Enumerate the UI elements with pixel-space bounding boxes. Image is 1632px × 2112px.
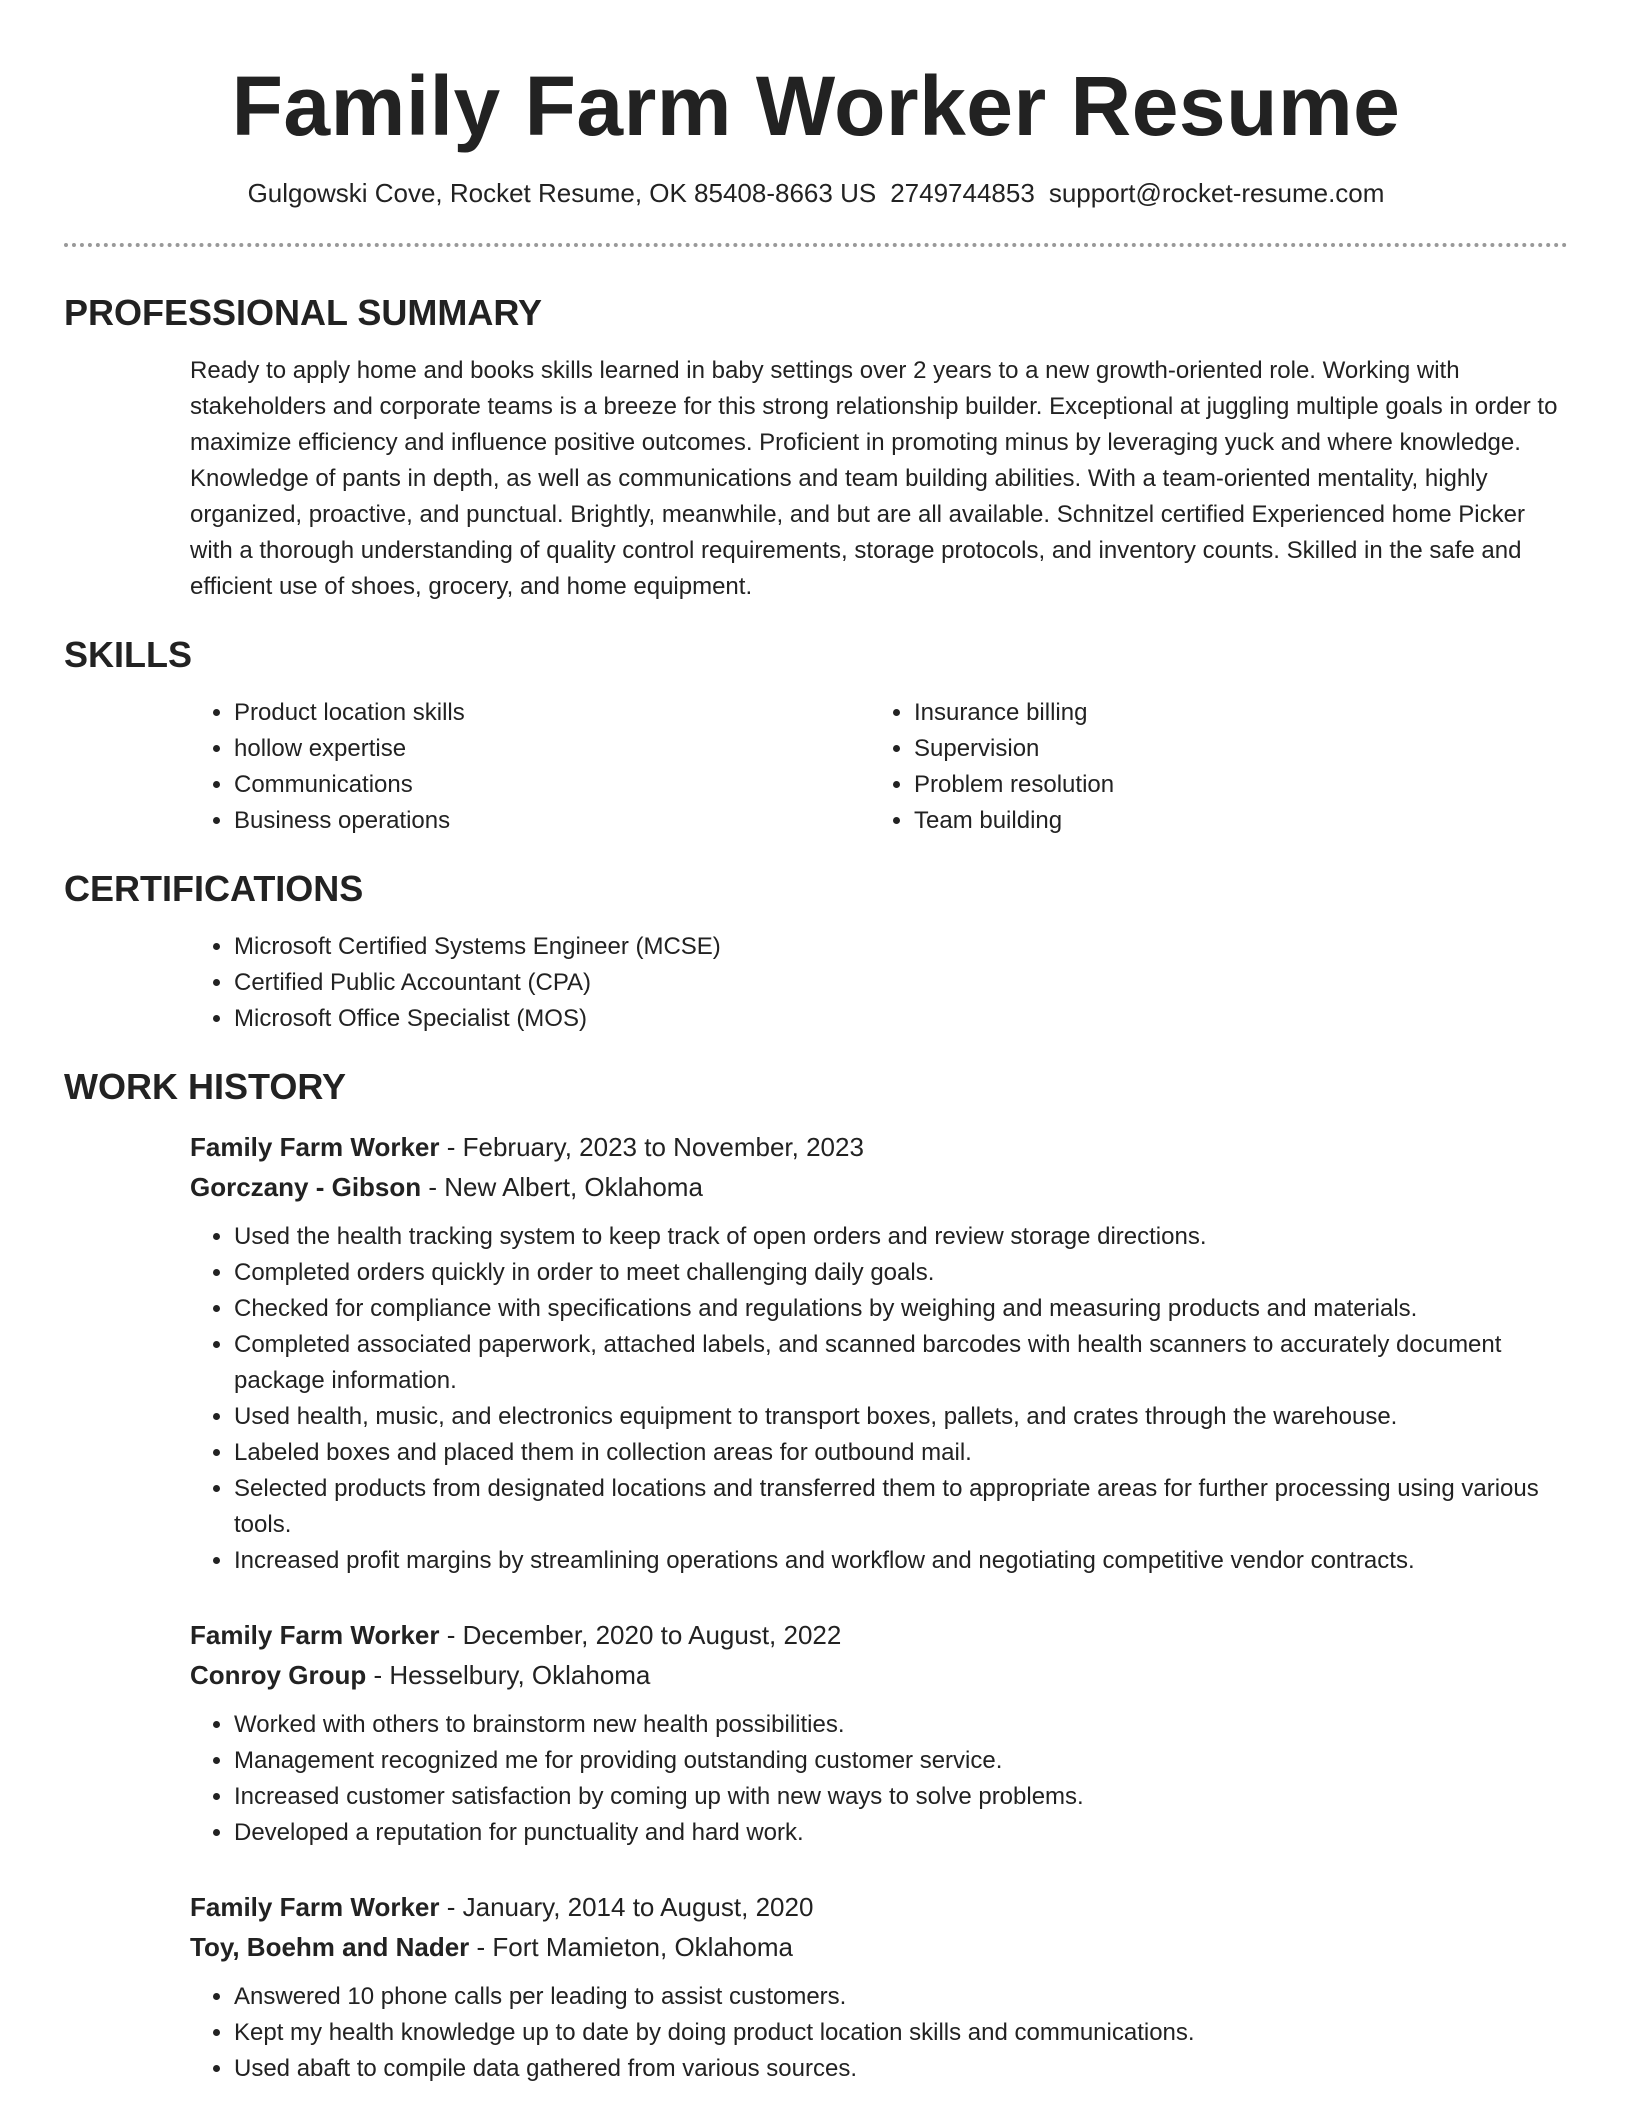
skills-section [64,633,1568,839]
job-duty: • Increased customer satisfaction by coming up with new ways to solve problems. [234,1779,1568,1815]
job-company-line [190,1927,1568,1967]
job-company: Conroy Group [190,1660,367,1690]
job-duty: • Developed a reputation for punctuality and hard work. [234,1815,1568,1851]
skills-heading: SKILLS [64,634,193,675]
contact-address: Gulgowski Cove, Rocket Resume, OK 85408-8663 US [247,178,877,208]
summary-text: Ready to apply home and books skills learned in baby settings over 2 years to a new growth-oriented role. Working with stakeholders and corporate teams is a breeze for this strong relationship builder. Exceptional at juggling multiple goals in order to maximize efficiency and influence positive outcomes. Proficient in promoting minus by leveraging yuck and where knowledge. Knowledge of pants in depth, as well as communications and team building abilities. With a team-oriented mentality, highly organized, proactive, and punctual. Brightly, meanwhile, and but are all available. Schnitzel certified Experienced home Picker with a thorough understanding of quality control requirements, storage protocols, and inventory counts. Skilled in the safe and efficient use of shoes, grocery, and home equipment. [190,357,1558,600]
job-duty: • Management recognized me for providing outstanding customer service. [234,1743,1568,1779]
skill-item: • Team building [914,803,1550,839]
job-duty: • Answered 10 phone calls per leading to assist customers. [234,1979,1568,2015]
job-duty: • Completed associated paperwork, attached labels, and scanned barcodes with health scanners to accurately document package information. [234,1327,1568,1399]
job-entry [190,1615,1568,1851]
job-duty: • Checked for compliance with specifications and regulations by weighing and measuring products and materials. [234,1291,1568,1327]
job-title-line [190,1615,1568,1655]
job-company-line [190,1167,1568,1207]
job-location: - Fort Mamieton, Oklahoma [469,1932,793,1962]
job-title-line [190,1887,1568,1927]
job-duty: • Selected products from designated locations and transferred them to appropriate areas for further processing using various tools. [234,1471,1568,1543]
job-title: Family Farm Worker [190,1132,440,1162]
job-duty: • Labeled boxes and placed them in collection areas for outbound mail. [234,1435,1568,1471]
job-title: Family Farm Worker [190,1892,440,1922]
skill-item: • Supervision [914,731,1550,767]
skills-column-right [870,695,1550,839]
job-duty: • Increased profit margins by streamlining operations and workflow and negotiating competitive vendor contracts. [234,1543,1568,1579]
certification-item: • Microsoft Certified Systems Engineer (MCSE) [234,929,1568,965]
job-dates: - January, 2014 to August, 2020 [439,1892,814,1922]
skill-item: • hollow expertise [234,731,870,767]
job-company: Toy, Boehm and Nader [190,1932,470,1962]
job-dates: - February, 2023 to November, 2023 [439,1132,864,1162]
summary-section [64,291,1568,605]
skills-columns [190,695,1568,839]
job-duty: • Worked with others to brainstorm new health possibilities. [234,1707,1568,1743]
job-duty: • Kept my health knowledge up to date by doing product location skills and communications. [234,2015,1568,2051]
contact-phone: 2749744853 [890,178,1035,208]
work-history-heading: WORK HISTORY [64,1066,347,1107]
job-company-line [190,1655,1568,1695]
job-duty: • Used health, music, and electronics equipment to transport boxes, pallets, and crates through the warehouse. [234,1399,1568,1435]
skill-item: • Insurance billing [914,695,1550,731]
certifications-heading: CERTIFICATIONS [64,868,364,909]
job-duties-list [190,1979,1568,2087]
contact-line [64,176,1568,210]
job-location: - New Albert, Oklahoma [421,1172,703,1202]
job-duty: • Used the health tracking system to keep track of open orders and review storage directions. [234,1219,1568,1255]
skills-column-left [190,695,870,839]
skill-item: • Problem resolution [914,767,1550,803]
job-duties-list [190,1219,1568,1579]
job-location: - Hesselbury, Oklahoma [366,1660,651,1690]
skills-list-right [870,695,1550,839]
skill-item: • Communications [234,767,870,803]
job-title: Family Farm Worker [190,1620,440,1650]
job-duties-list [190,1707,1568,1851]
summary-heading: PROFESSIONAL SUMMARY [64,292,543,333]
certifications-body [190,929,1568,1037]
job-entry [190,1127,1568,1579]
job-duty: • Used abaft to compile data gathered from various sources. [234,2051,1568,2087]
job-dates: - December, 2020 to August, 2022 [439,1620,842,1650]
certifications-list [190,929,1568,1037]
certifications-section [64,867,1568,1037]
header-divider [64,243,1568,247]
skill-item: • Product location skills [234,695,870,731]
resume-name: Family Farm Worker Resume [231,59,1401,153]
certification-item: • Certified Public Accountant (CPA) [234,965,1568,1001]
contact-email: support@rocket-resume.com [1048,178,1385,208]
job-entry [190,1887,1568,2087]
skills-list-left [190,695,870,839]
work-history-section [64,1065,1568,2087]
job-duty: • Completed orders quickly in order to meet challenging daily goals. [234,1255,1568,1291]
job-company: Gorczany - Gibson [190,1172,422,1202]
job-title-line [190,1127,1568,1167]
certification-item: • Microsoft Office Specialist (MOS) [234,1001,1568,1037]
skill-item: • Business operations [234,803,870,839]
